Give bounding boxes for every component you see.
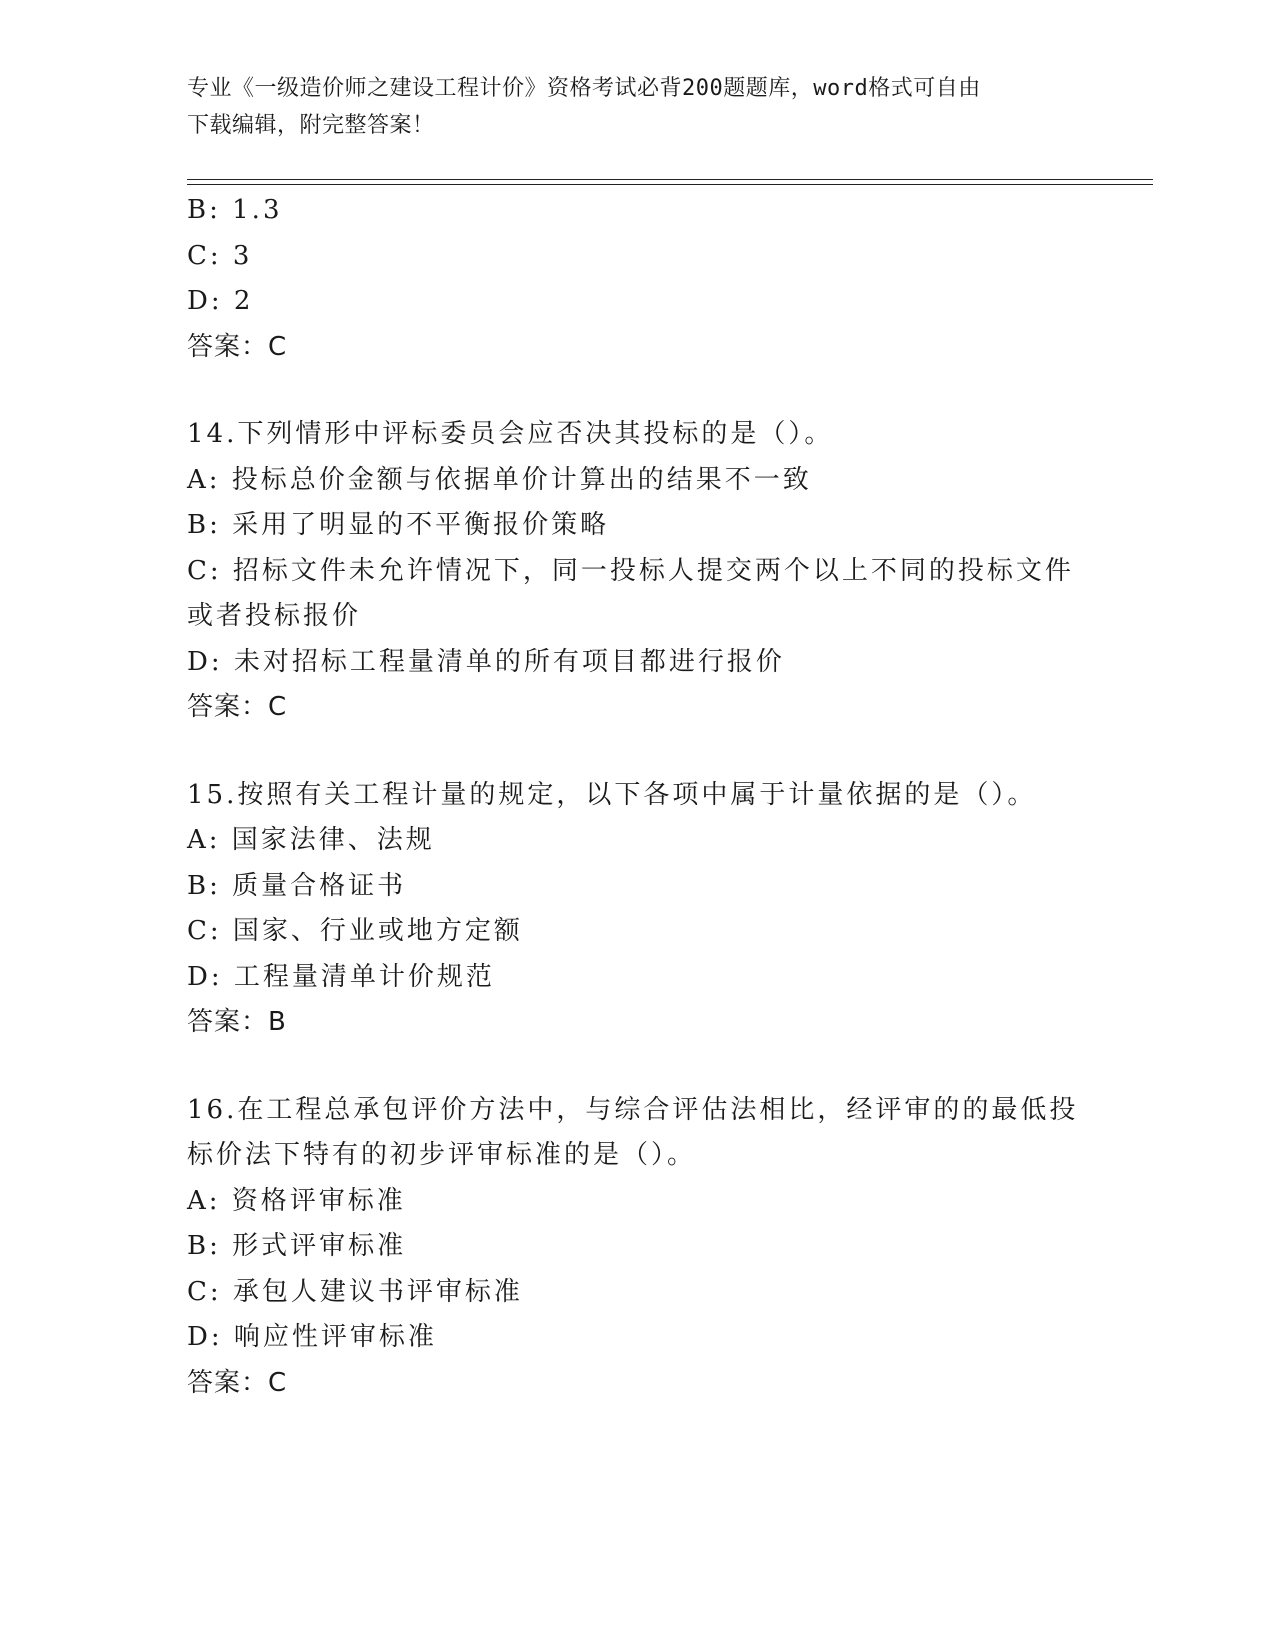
option-c: C: 承包人建议书评审标准 <box>187 1276 523 1307</box>
question-16-block <box>187 1088 1087 1407</box>
question-14-block <box>187 412 1087 731</box>
header-line-2: 下载编辑，附完整答案！ <box>187 113 435 138</box>
option-a: A: 资格评审标准 <box>187 1185 406 1216</box>
option-a: A: 国家法律、法规 <box>187 825 435 855</box>
header-line-1: 专业《一级造价师之建设工程计价》资格考试必背200题题库，word格式可自由 <box>187 76 981 101</box>
spacer <box>187 731 1087 773</box>
question-text: 15.按照有关工程计量的规定，以下各项中属于计量依据的是（）。 <box>187 779 1037 810</box>
option-d: D: 2 <box>187 286 254 316</box>
option-d: D: 响应性评审标准 <box>187 1322 437 1352</box>
page-header <box>187 70 1067 144</box>
answer-line: 答案：C <box>187 1367 288 1398</box>
option-d: D: 未对招标工程量清单的所有项目都进行报价 <box>187 646 785 677</box>
question-15-block <box>187 773 1087 1046</box>
option-d: D: 工程量清单计价规范 <box>187 961 495 992</box>
answer-line: 答案：C <box>187 331 288 362</box>
header-divider-bottom <box>187 184 1153 185</box>
question-text: 16.在工程总承包评价方法中，与综合评估法相比，经评审的的最低投 <box>187 1094 1079 1125</box>
option-b: B: 形式评审标准 <box>187 1231 407 1261</box>
option-b: B: 质量合格证书 <box>187 870 407 901</box>
option-b: B: 采用了明显的不平衡报价策略 <box>187 510 610 540</box>
option-c: C: 招标文件未允许情况下，同一投标人提交两个以上不同的投标文件 <box>187 555 1074 586</box>
header-divider-top <box>187 179 1153 180</box>
answer-line: 答案：B <box>187 1007 287 1037</box>
option-b: B: 1.3 <box>187 195 283 225</box>
question-text: 14.下列情形中评标委员会应否决其投标的是（）。 <box>187 419 834 449</box>
question-list <box>187 188 1087 1406</box>
option-c: C: 3 <box>187 240 253 271</box>
answer-line: 答案：C <box>187 692 288 722</box>
spacer <box>187 370 1087 412</box>
option-c: C: 国家、行业或地方定额 <box>187 916 523 946</box>
option-c-continued: 或者投标报价 <box>187 601 362 631</box>
question-text-continued: 标价法下特有的初步评审标准的是（）。 <box>187 1140 697 1170</box>
question-13-block <box>187 188 1087 370</box>
option-a: A: 投标总价金额与依据单价计算出的结果不一致 <box>187 464 812 495</box>
spacer <box>187 1046 1087 1088</box>
